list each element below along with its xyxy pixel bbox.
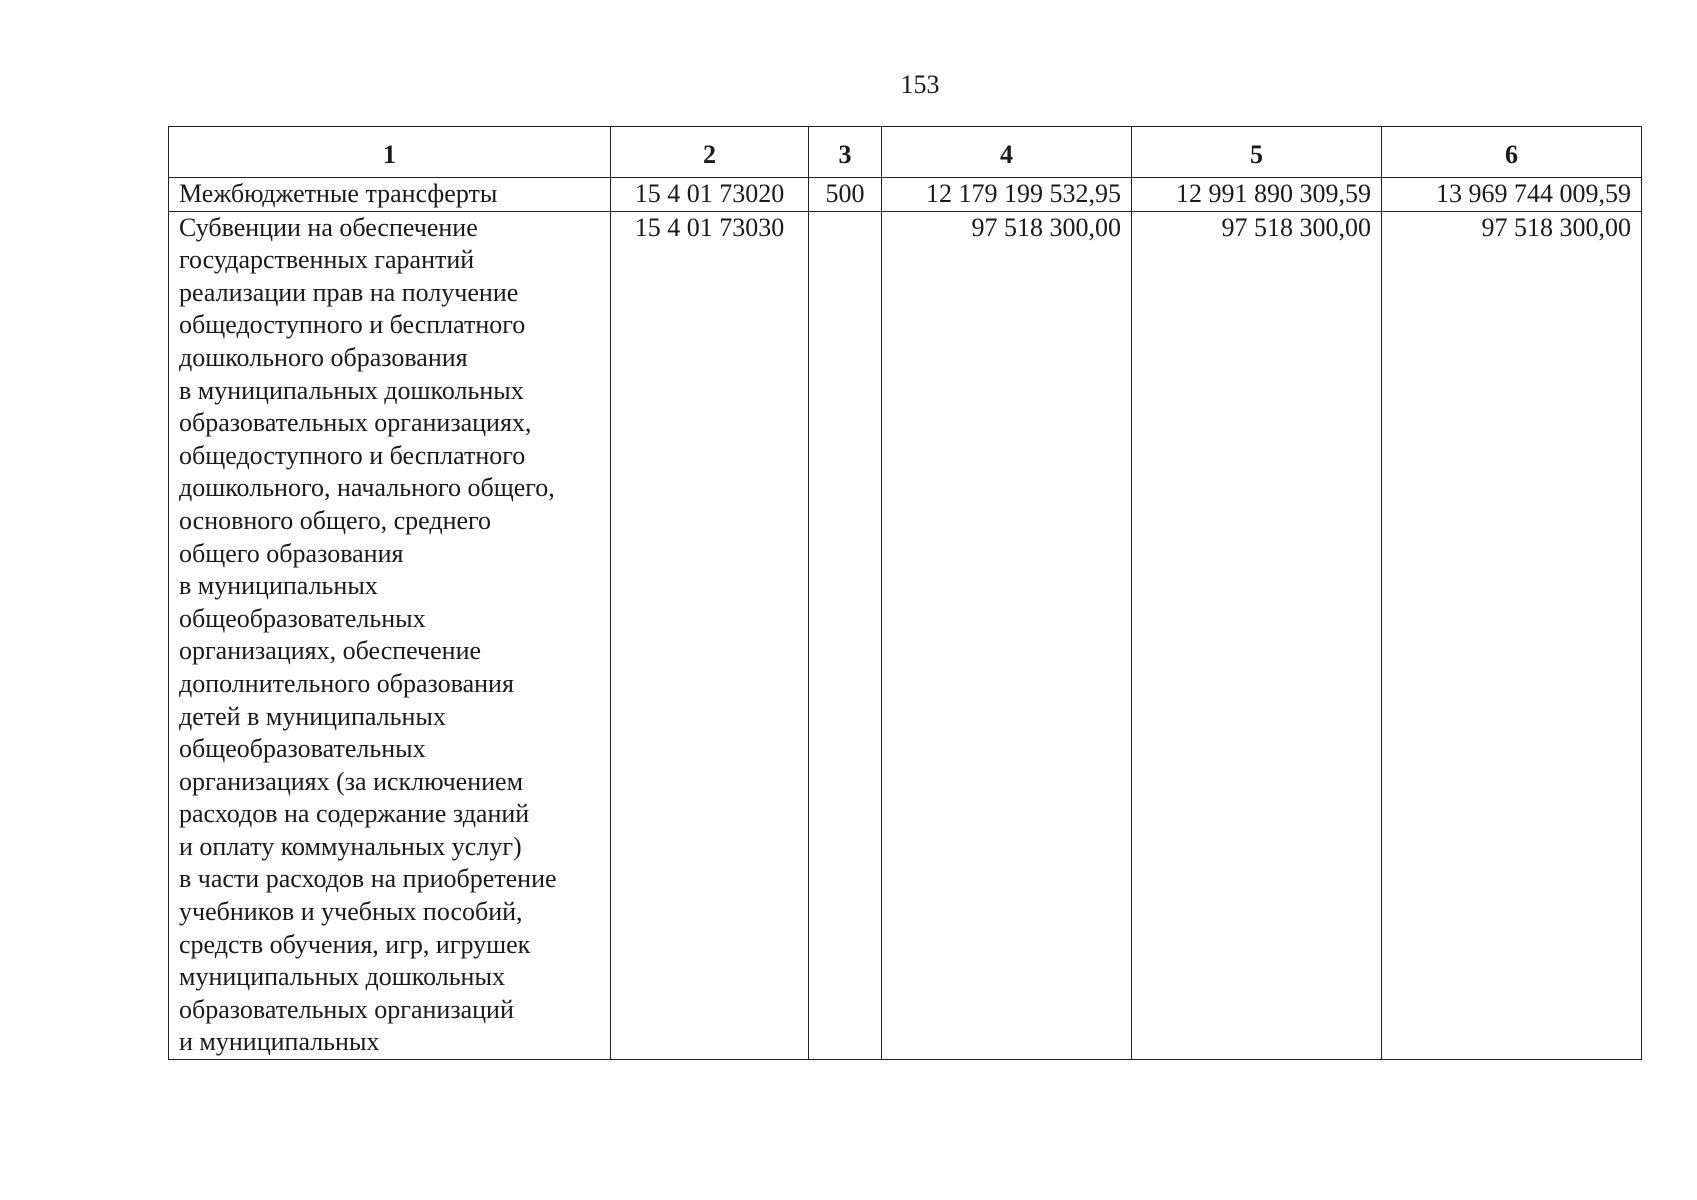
column-header-3: 3 xyxy=(809,127,882,178)
row-name-line: основного общего, среднего xyxy=(179,505,492,535)
row-name-line: в части расходов на приобретение xyxy=(179,864,557,894)
row-type-cell xyxy=(809,211,882,1059)
row-name-line: организациях, обеспечение xyxy=(179,636,482,666)
row-sum6-cell: 97 518 300,00 xyxy=(1382,211,1642,1059)
column-header-2: 2 xyxy=(611,127,809,178)
row-name-line: в муниципальных дошкольных xyxy=(179,375,524,405)
row-name-line: дошкольного, начального общего, xyxy=(179,473,555,503)
column-header-5: 5 xyxy=(1132,127,1382,178)
table-row xyxy=(169,211,1642,1059)
row-name-line: дошкольного образования xyxy=(179,342,468,372)
row-name-line: детей в муниципальных xyxy=(179,701,446,731)
row-sum5-cell: 97 518 300,00 xyxy=(1132,211,1382,1059)
row-name-line: общедоступного и бесплатного xyxy=(179,440,526,470)
row-sum4-cell: 12 179 199 532,95 xyxy=(882,178,1132,212)
row-name-line: образовательных организаций xyxy=(179,994,514,1024)
row-name-line: расходов на содержание зданий xyxy=(179,799,530,829)
row-sum6-cell: 13 969 744 009,59 xyxy=(1382,178,1642,212)
row-name-line: общего образования xyxy=(179,538,404,568)
row-name-line: муниципальных дошкольных xyxy=(179,962,505,992)
row-name-cell xyxy=(169,178,611,212)
row-name-line: и оплату коммунальных услуг) xyxy=(179,831,522,861)
row-code-cell: 15 4 01 73030 xyxy=(611,211,809,1059)
row-sum5-cell: 12 991 890 309,59 xyxy=(1132,178,1382,212)
row-name-line: дополнительного образования xyxy=(179,668,514,698)
row-name-line: общеобразовательных xyxy=(179,734,426,764)
row-name-line: учебников и учебных пособий, xyxy=(179,897,523,927)
row-name-line: образовательных организациях, xyxy=(179,408,532,438)
row-name-line: и муниципальных xyxy=(179,1027,380,1057)
budget-table xyxy=(168,126,1642,1060)
row-type-cell: 500 xyxy=(809,178,882,212)
row-name-line: общеобразовательных xyxy=(179,603,426,633)
row-name-cell xyxy=(169,211,611,1059)
row-name-line: Межбюджетные трансферты xyxy=(179,179,498,208)
row-name-line: Субвенции на обеспечение xyxy=(179,212,478,242)
row-name-line: средств обучения, игр, игрушек xyxy=(179,929,531,959)
table-header-row xyxy=(169,127,1642,178)
column-header-1: 1 xyxy=(169,127,611,178)
row-name-line: в муниципальных xyxy=(179,571,378,601)
column-header-6: 6 xyxy=(1382,127,1642,178)
row-name-line: государственных гарантий xyxy=(179,245,475,275)
row-sum4-cell: 97 518 300,00 xyxy=(882,211,1132,1059)
table-row xyxy=(169,178,1642,212)
page-number: 153 xyxy=(900,70,940,99)
row-name-line: реализации прав на получение xyxy=(179,277,519,307)
row-name-line: общедоступного и бесплатного xyxy=(179,310,526,340)
row-code-cell: 15 4 01 73020 xyxy=(611,178,809,212)
column-header-4: 4 xyxy=(882,127,1132,178)
row-name-line: организациях (за исключением xyxy=(179,766,524,796)
